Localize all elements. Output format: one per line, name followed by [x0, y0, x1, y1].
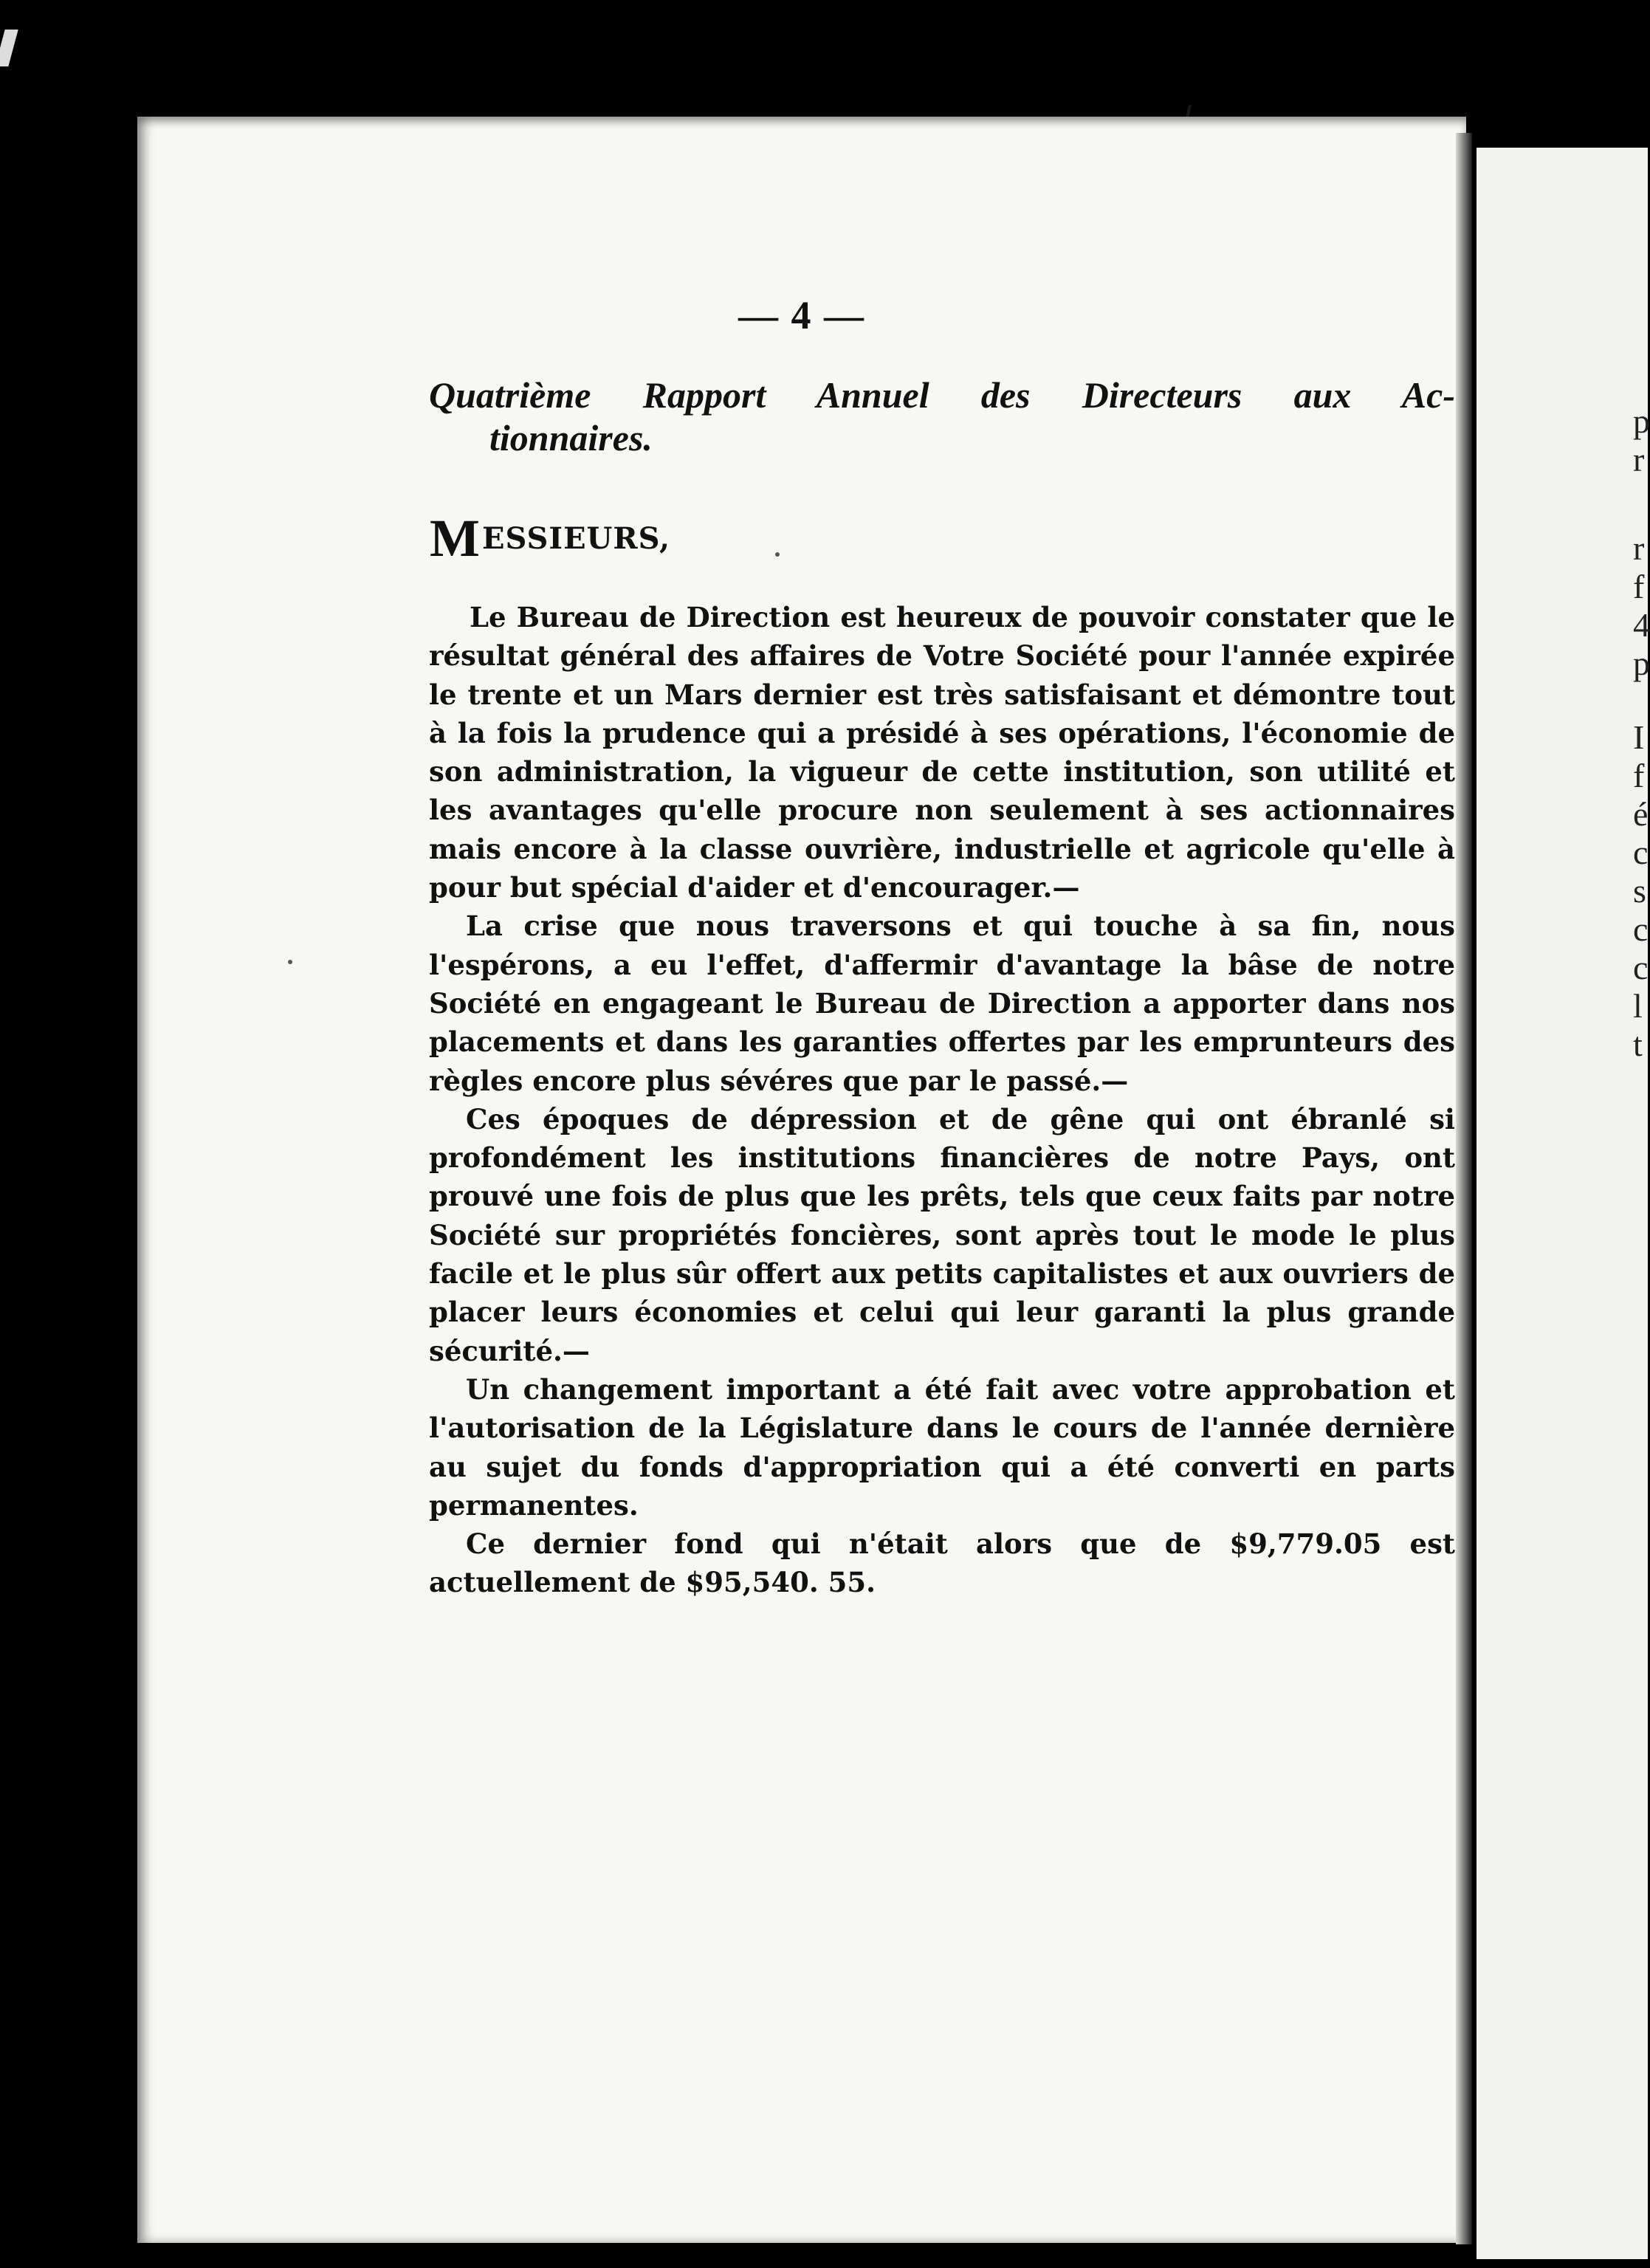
adjacent-fragment: p — [1633, 645, 1650, 682]
page-number: — 4 — — [738, 293, 865, 337]
heading-line-2: tionnaires. — [489, 417, 653, 458]
paragraph: Ces époques de dépression et de gêne qui ont ébranlé si profondément les institutions financières de notre Pays, ont prouvé une fois de plus que les prêts, tels que ceux faits par notre Société sur propriétés foncières, sont après tout le mode le plus facile et le plus sûr offert aux petits capitalistes et aux ouvriers de placer leurs économies et celui qui leur garanti la plus grande sécurité.— — [429, 1102, 1455, 1367]
adjacent-fragment: é — [1633, 795, 1649, 833]
adjacent-fragment: f — [1633, 757, 1645, 794]
adjacent-fragment: p — [1633, 402, 1650, 440]
adjacent-fragment: r — [1633, 529, 1645, 567]
adjacent-fragment: c — [1633, 834, 1649, 871]
adjacent-fragment: r — [1633, 441, 1645, 478]
adjacent-fragment: l — [1633, 987, 1643, 1025]
scan-speck — [775, 552, 780, 557]
adjacent-fragment: c — [1633, 910, 1649, 948]
adjacent-fragment: I — [1633, 718, 1645, 756]
heading-line-1: Quatrième Rapport Annuel des Directeurs aux Ac- — [429, 374, 1455, 416]
adjacent-fragment: f — [1633, 568, 1645, 605]
salutation-text: ESSIEURS, — [481, 521, 671, 556]
paragraph: Le Bureau de Direction est heureux de pouvoir constater que le résultat général des affaires de Votre Société pour l'année expirée le trente et un Mars dernier est très satisfaisant et démontre tout à la fois la prudence qui a présidé à ses opérations, l'économie de son administration, la vigueur de cette institution, son utilité et les avantages qu'elle procure non seulement à ses actionnaires mais encore à la classe ouvrière, industrielle et agricole qu'elle à pour but spécial d'aider et d'encourager.— — [429, 601, 1455, 904]
adjacent-fragment: c — [1633, 949, 1649, 986]
adjacent-fragment: 4 — [1633, 606, 1650, 644]
report-heading — [429, 374, 1455, 459]
scan-artifact — [0, 30, 18, 66]
paragraph: Ce dernier fond qui n'était alors que de $9,779.05 est actuellement de $95,540. 55. — [429, 1528, 1455, 1599]
salutation-initial: M — [430, 509, 481, 568]
scan-speck — [288, 960, 292, 964]
adjacent-fragment: s — [1633, 872, 1646, 910]
paragraph: Un changement important a été fait avec votre approbation et l'autorisation de la Législature dans le cours de l'année dernière au sujet du fonds d'appropriation qui a été converti en parts permanentes. — [429, 1372, 1455, 1522]
page-edge-shadow — [1456, 133, 1472, 2244]
paragraph: La crise que nous traversons et qui touche à sa fin, nous l'espérons, a eu l'effet, d'affermir d'avantage la bâse de notre Société en engageant le Bureau de Direction a apporter dans nos placements et dans les garanties offertes par les emprunteurs des règles encore plus sévéres que par le passé.— — [429, 910, 1455, 1097]
report-body — [429, 598, 1455, 1602]
adjacent-page — [1477, 148, 1648, 2259]
document-page — [137, 117, 1466, 2243]
adjacent-fragment: t — [1633, 1025, 1643, 1063]
salutation — [430, 508, 670, 569]
